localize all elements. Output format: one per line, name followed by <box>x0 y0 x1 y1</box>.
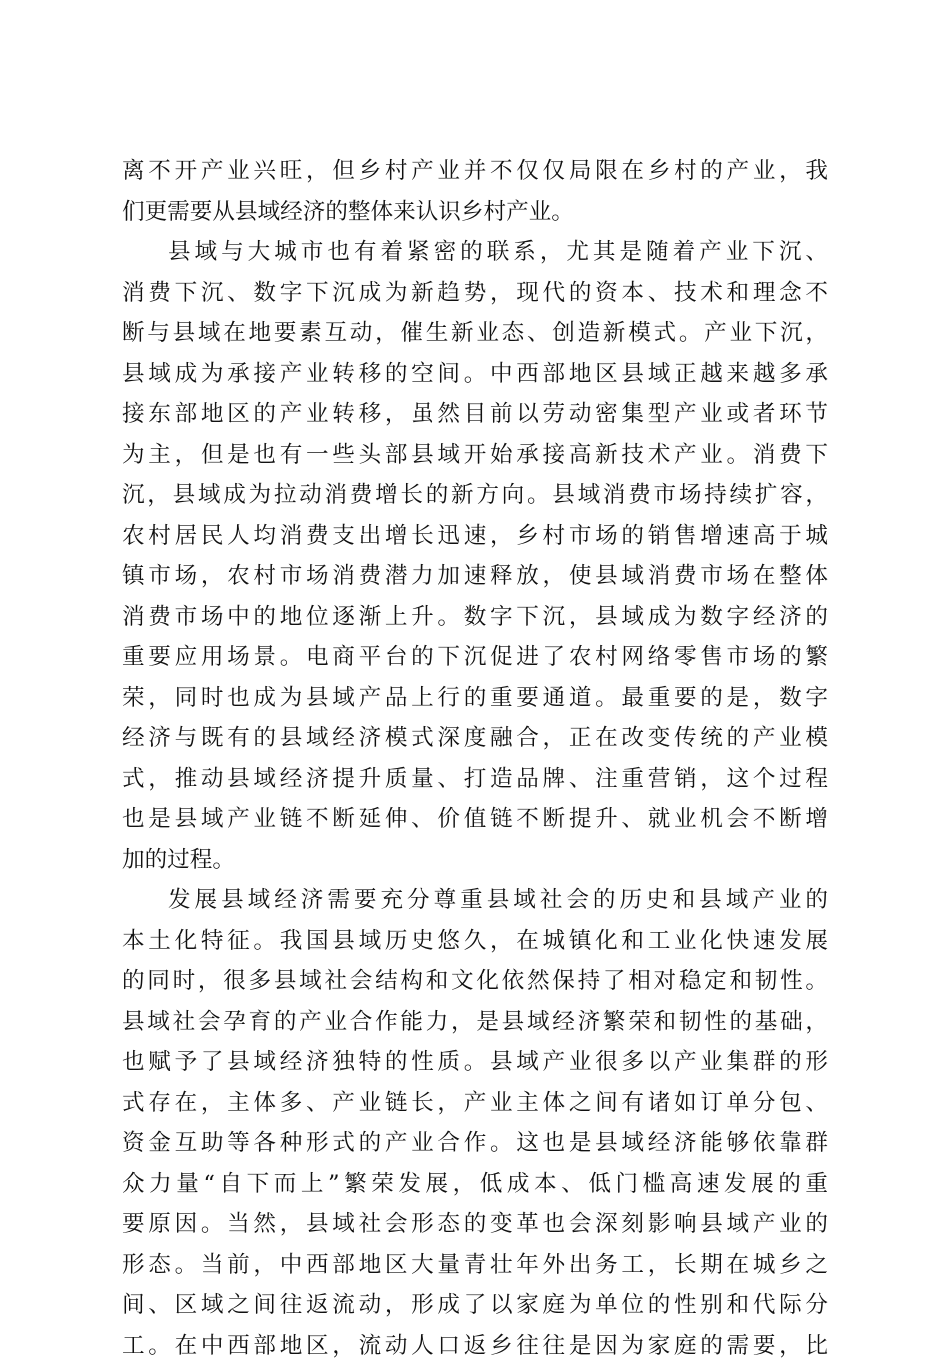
text-line: 工。在中西部地区，流动人口返乡往往是因为家庭的需要，比 <box>122 1326 828 1366</box>
text-line: 沉，县域成为拉动消费增长的新方向。县域消费市场持续扩容， <box>122 475 828 516</box>
text-line: 重要应用场景。电商平台的下沉促进了农村网络零售市场的繁 <box>122 637 828 678</box>
text-line: 们更需要从县域经济的整体来认识乡村产业。 <box>122 192 828 233</box>
text-line: 镇市场，农村市场消费潜力加速释放，使县域消费市场在整体 <box>122 556 828 597</box>
text-line: 断与县域在地要素互动，催生新业态、创造新模式。产业下沉， <box>122 313 828 354</box>
text-line: 也是县域产业链不断延伸、价值链不断提升、就业机会不断增 <box>122 799 828 840</box>
text-line: 资金互助等各种形式的产业合作。这也是县域经济能够依靠群 <box>122 1123 828 1164</box>
text-line: 发展县域经济需要充分尊重县域社会的历史和县域产业的 <box>122 880 828 921</box>
text-line: 荣，同时也成为县域产品上行的重要通道。最重要的是，数字 <box>122 678 828 719</box>
text-line: 间、区域之间往返流动，形成了以家庭为单位的性别和代际分 <box>122 1285 828 1326</box>
text-line: 式，推动县域经济提升质量、打造品牌、注重营销，这个过程 <box>122 759 828 800</box>
text-line: 经济与既有的县域经济模式深度融合，正在改变传统的产业模 <box>122 718 828 759</box>
text-line: 要原因。当然，县域社会形态的变革也会深刻影响县域产业的 <box>122 1204 828 1245</box>
text-line: 的同时，很多县域社会结构和文化依然保持了相对稳定和韧性。 <box>122 961 828 1002</box>
text-line: 县域成为承接产业转移的空间。中西部地区县域正越来越多承 <box>122 354 828 395</box>
text-line: 离不开产业兴旺，但乡村产业并不仅仅局限在乡村的产业，我 <box>122 151 828 192</box>
text-line: 加的过程。 <box>122 840 828 881</box>
text-line: 农村居民人均消费支出增长迅速，乡村市场的销售增速高于城 <box>122 516 828 557</box>
text-line: 式存在，主体多、产业链长，产业主体之间有诸如订单分包、 <box>122 1083 828 1124</box>
text-line: 也赋予了县域经济独特的性质。县域产业很多以产业集群的形 <box>122 1042 828 1083</box>
text-line: 为主，但是也有一些头部县域开始承接高新技术产业。消费下 <box>122 435 828 476</box>
text-line: 众力量“自下而上”繁荣发展，低成本、低门槛高速发展的重 <box>122 1164 828 1205</box>
body-text <box>122 151 828 1366</box>
text-line: 消费下沉、数字下沉成为新趋势，现代的资本、技术和理念不 <box>122 273 828 314</box>
text-line: 县域与大城市也有着紧密的联系，尤其是随着产业下沉、 <box>122 232 828 273</box>
text-line: 接东部地区的产业转移，虽然目前以劳动密集型产业或者环节 <box>122 394 828 435</box>
text-line: 县域社会孕育的产业合作能力，是县域经济繁荣和韧性的基础， <box>122 1002 828 1043</box>
text-line: 本土化特征。我国县域历史悠久，在城镇化和工业化快速发展 <box>122 921 828 962</box>
text-line: 形态。当前，中西部地区大量青壮年外出务工，长期在城乡之 <box>122 1245 828 1286</box>
text-line: 消费市场中的地位逐渐上升。数字下沉，县域成为数字经济的 <box>122 597 828 638</box>
